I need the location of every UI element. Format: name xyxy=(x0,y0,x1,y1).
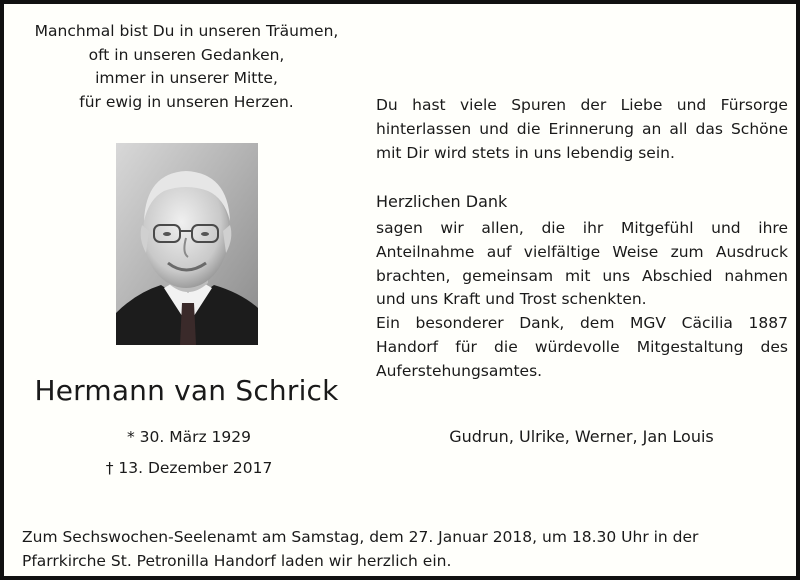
text-line: Pfarrkirche St. Petronilla Handorf laden wir herzlich ein. xyxy=(22,551,452,570)
text-line: und uns Kraft und Trost schenkten. xyxy=(376,290,647,309)
mass-announcement xyxy=(22,526,790,573)
text-line: Auferstehungsamtes. xyxy=(376,361,543,380)
thanks-paragraph xyxy=(376,217,788,384)
text-line: mit Dir wird stets in uns lebendig sein. xyxy=(376,143,675,162)
death-date: † 13. Dezember 2017 xyxy=(105,459,273,477)
text-line: hinterlassen und die Erinnerung an all das Schöne xyxy=(376,119,788,138)
portrait-illustration xyxy=(116,143,258,345)
family-signatures: Gudrun, Ulrike, Werner, Jan Louis xyxy=(449,427,714,446)
poem-line: für ewig in unseren Herzen. xyxy=(79,92,294,111)
poem-line: immer in unserer Mitte, xyxy=(95,69,278,87)
poem-line: oft in unseren Gedanken, xyxy=(88,45,285,64)
thanks-heading: Herzlichen Dank xyxy=(376,192,508,211)
text-line: Ein besonderer Dank, dem MGV Cäcilia 1887 xyxy=(376,314,788,333)
poem-line: Manchmal bist Du in unseren Träumen, xyxy=(34,22,339,40)
traces-paragraph xyxy=(376,94,788,165)
text-line: brachten, gemeinsam mit uns Abschied nahmen xyxy=(376,266,788,285)
portrait-photo xyxy=(116,143,258,345)
deceased-name: Hermann van Schrick xyxy=(34,374,339,407)
text-line: sagen wir allen, die ihr Mitgefühl und ihre xyxy=(376,219,788,237)
birth-date: * 30. März 1929 xyxy=(126,428,251,446)
memorial-poem xyxy=(14,20,359,114)
text-line: Handorf für die würdevolle Mitgestaltung des xyxy=(376,337,788,356)
text-line: Zum Sechswochen-Seelenamt am Samstag, dem 27. Januar 2018, um 18.30 Uhr in der xyxy=(22,528,699,546)
text-line: Du hast viele Spuren der Liebe und Fürsorge xyxy=(376,96,788,114)
text-line: Anteilnahme auf vielfältige Weise zum Ausdruck xyxy=(376,242,788,261)
